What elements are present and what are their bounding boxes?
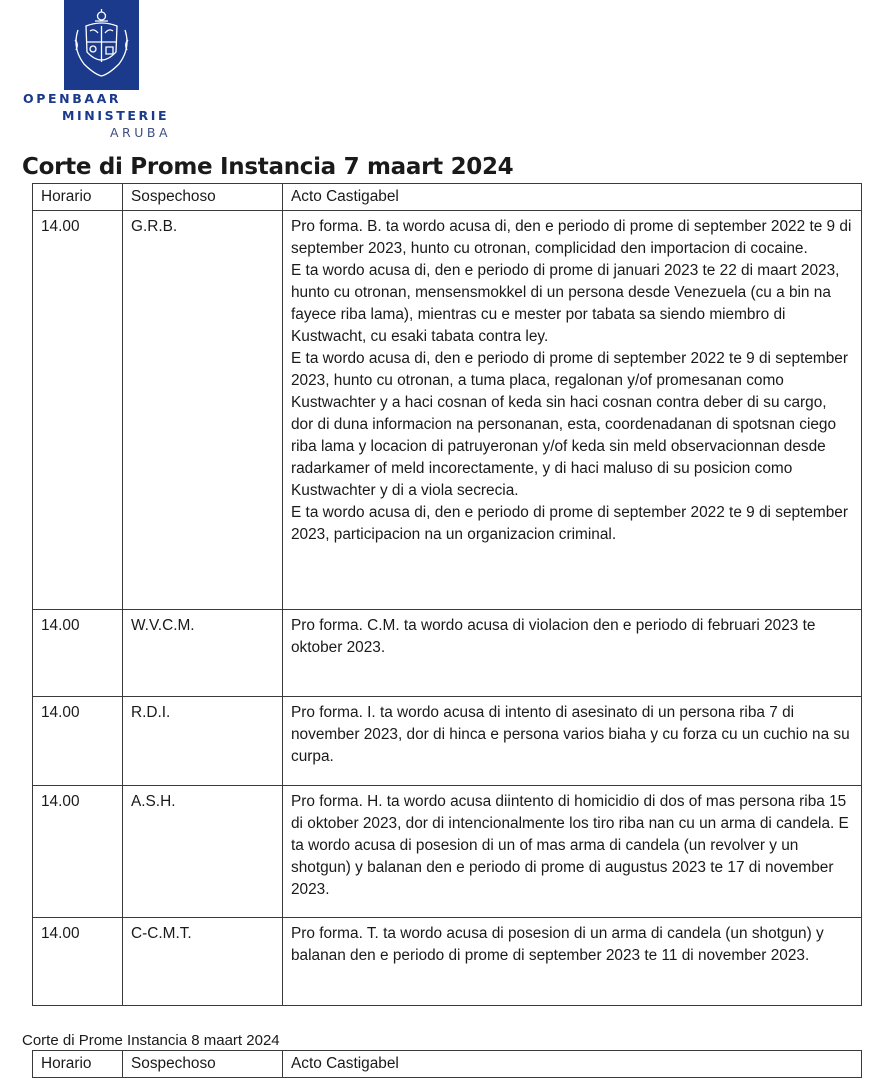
logo-text-line-1: OPENBAAR bbox=[23, 91, 122, 106]
table-row bbox=[33, 610, 862, 697]
table-row bbox=[33, 786, 862, 918]
table-header-row bbox=[33, 1051, 862, 1078]
cell-acto bbox=[283, 786, 862, 918]
cell-sospechoso: C-C.M.T. bbox=[123, 918, 283, 1006]
table-row bbox=[33, 211, 862, 610]
acto-paragraph: E ta wordo acusa di, den e periodo di prome di september 2022 te 9 di september 2023, participacion na un organizacion criminal. bbox=[291, 504, 848, 543]
acto-paragraph: Pro forma. C.M. ta wordo acusa di violacion den e periodo di februari 2023 te oktober 2023. bbox=[291, 617, 816, 656]
cell-sospechoso: G.R.B. bbox=[123, 211, 283, 610]
cell-horario: 14.00 bbox=[33, 211, 123, 610]
table-row bbox=[33, 918, 862, 1006]
column-header-acto: Acto Castigabel bbox=[283, 1051, 862, 1078]
acto-paragraph: Pro forma. T. ta wordo acusa di posesion di un arma di candela (un shotgun) y balanan den e periodo di prome di september 2023 te 11 di november 2023. bbox=[291, 925, 824, 964]
column-header-horario: Horario bbox=[33, 1051, 123, 1078]
cell-sospechoso: W.V.C.M. bbox=[123, 610, 283, 697]
cell-acto bbox=[283, 918, 862, 1006]
logo-text-line-2: MINISTERIE bbox=[62, 108, 170, 123]
column-header-acto: Acto Castigabel bbox=[283, 184, 862, 211]
table-row bbox=[33, 697, 862, 786]
cell-horario: 14.00 bbox=[33, 786, 123, 918]
column-header-sospechoso: Sospechoso bbox=[123, 184, 283, 211]
cell-horario: 14.00 bbox=[33, 610, 123, 697]
acto-paragraph: Pro forma. B. ta wordo acusa di, den e periodo di prome di september 2022 te 9 di september 2023, hunto cu otronan, complicidad den importacion di cocaine. bbox=[291, 218, 852, 257]
session-title-7-maart: Corte di Prome Instancia 7 maart 2024 bbox=[22, 154, 514, 180]
logo-text-line-3: ARUBA bbox=[110, 125, 172, 140]
cell-acto bbox=[283, 697, 862, 786]
acto-paragraph: Pro forma. H. ta wordo acusa diintento di homicidio di dos of mas persona riba 15 di oktober 2023, dor di intencionalmente los tiro riba nan cu un arma di candela. E ta wordo acusa di posesion di un of mas arma di candela (un revolver y un shotgun) y balanan den e periodo di prome di augustus 2023 te 17 di november 2023. bbox=[291, 793, 849, 898]
table-header-row bbox=[33, 184, 862, 211]
cell-acto bbox=[283, 610, 862, 697]
column-header-horario: Horario bbox=[33, 184, 123, 211]
cell-acto bbox=[283, 211, 862, 610]
cell-sospechoso: A.S.H. bbox=[123, 786, 283, 918]
acto-paragraph: E ta wordo acusa di, den e periodo di prome di januari 2023 te 22 di maart 2023, hunto cu otronan, mensensmokkel di un persona desde Venezuela (cu a bin na fayece riba lama), mientras cu e mester por tabata sa siendo miembro di Kustwacht, cu esaki tabata contra ley. bbox=[291, 262, 840, 345]
cell-horario: 14.00 bbox=[33, 918, 123, 1006]
acto-paragraph: Pro forma. I. ta wordo acusa di intento di asesinato di un persona riba 7 di november 2023, dor di hinca e persona varios biaha y cu forza cu un cuchio na su curpa. bbox=[291, 704, 850, 765]
coat-of-arms-icon bbox=[64, 0, 139, 90]
session-title-8-maart: Corte di Prome Instancia 8 maart 2024 bbox=[22, 1032, 280, 1049]
acto-paragraph: E ta wordo acusa di, den e periodo di prome di september 2022 te 9 di september 2023, hunto cu otronan, a tuma placa, regalonan y/of promesanan como Kustwachter y a haci cosnan of keda sin haci cosnan contra deber di su cargo, dor di duna informacion na personanan, esta, coordenadanan di spotsnan ciego riba lama y locacion di patruyeronan y/of keda sin meld observacionnan desde radarkamer of meld incorectamente, y di haci maluso di su posicion como Kustwachter y di a viola secrecia. bbox=[291, 350, 848, 499]
schedule-table-8-maart bbox=[32, 1050, 862, 1078]
schedule-table-7-maart bbox=[32, 183, 862, 1006]
logo-block bbox=[64, 0, 139, 90]
column-header-sospechoso: Sospechoso bbox=[123, 1051, 283, 1078]
cell-sospechoso: R.D.I. bbox=[123, 697, 283, 786]
cell-horario: 14.00 bbox=[33, 697, 123, 786]
